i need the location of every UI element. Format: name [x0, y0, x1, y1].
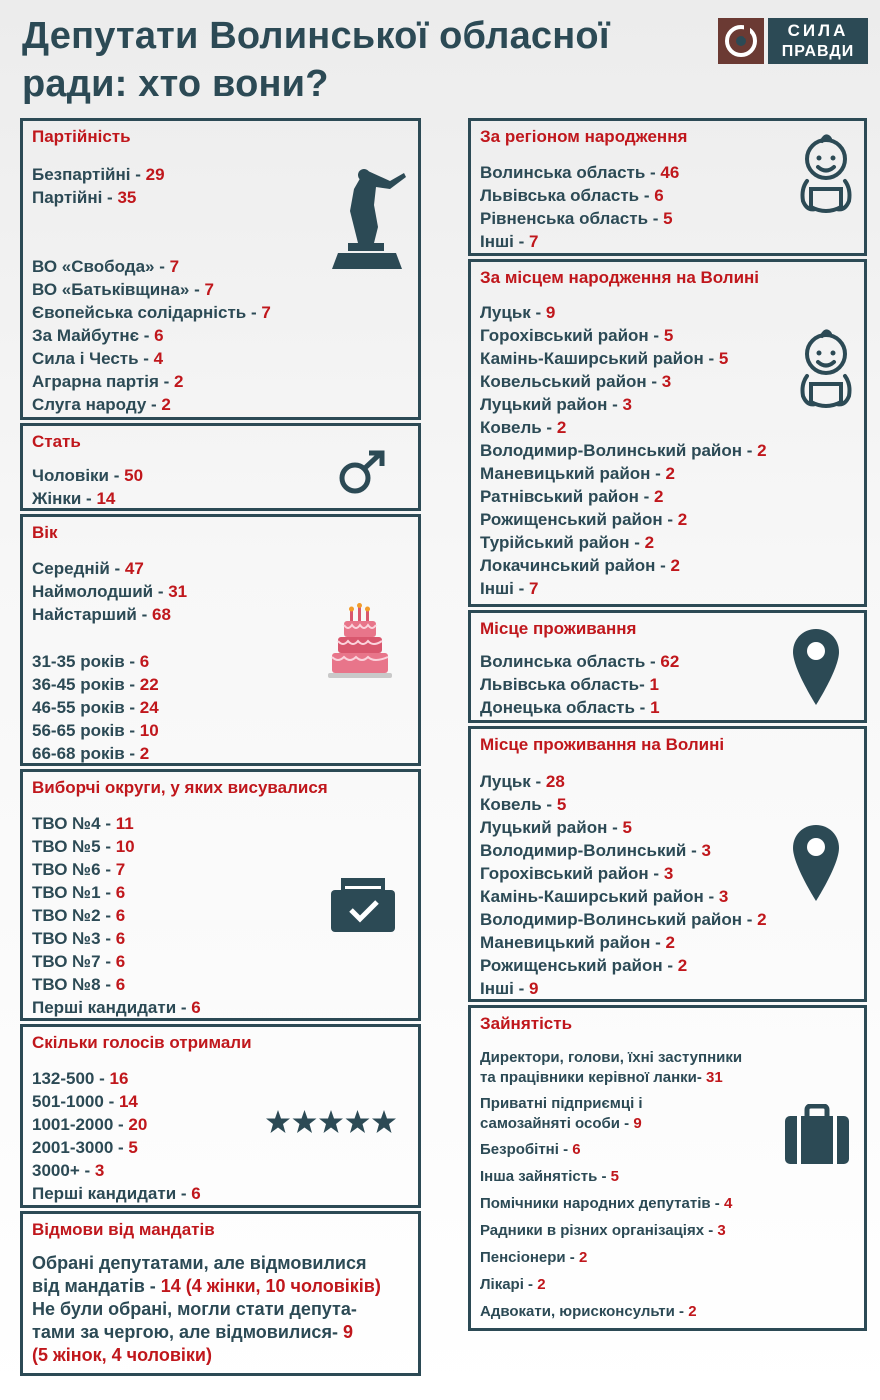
- list-item: ВО «Батьківщина» - 7: [32, 280, 214, 299]
- logo-mark-icon: [718, 18, 764, 64]
- list-item: Володимир-Волинський - 3: [480, 841, 711, 860]
- list-item: Слуга народу - 2: [32, 395, 171, 414]
- list-item: 132-500 - 16: [32, 1069, 129, 1088]
- list-item: Ковель - 2: [480, 418, 567, 437]
- birthday-cake-icon: [328, 603, 392, 684]
- list-item: Маневицький район - 2: [480, 933, 675, 952]
- list-item: Волинська область - 62: [480, 652, 680, 671]
- list-item: Рожищенський район - 2: [480, 510, 688, 529]
- list-item: Луцький район - 5: [480, 818, 632, 837]
- list-item: Рожищенський район - 2: [480, 956, 688, 975]
- five-stars-icon: [265, 1109, 397, 1140]
- list-item: Пенсіонери - 2: [480, 1249, 588, 1266]
- gender-section: [20, 423, 421, 511]
- list-item: 2001-3000 - 5: [32, 1138, 138, 1157]
- residence-volyn-heading: Місце проживання на Волині: [480, 735, 725, 754]
- list-item: 3000+ - 3: [32, 1161, 105, 1180]
- refusal-line: (5 жінок, 4 чоловіки): [32, 1345, 212, 1365]
- list-item: Аграрна партія - 2: [32, 372, 184, 391]
- list-item: ТВО №2 - 6: [32, 906, 126, 925]
- list-item: Волинська область - 46: [480, 163, 680, 182]
- list-item: Володимир-Волинський район - 2: [480, 910, 767, 929]
- list-item: Рівненська область - 5: [480, 209, 673, 228]
- birth-volyn-heading: За місцем народження на Волині: [480, 268, 760, 287]
- districts-section: [20, 769, 421, 1021]
- list-item: Безробітні - 6: [480, 1141, 581, 1158]
- votes-heading: Скільки голосів отримали: [32, 1033, 252, 1052]
- male-symbol-icon: [337, 448, 389, 501]
- residence-volyn-section: [468, 726, 867, 1002]
- list-item: 501-1000 - 14: [32, 1092, 138, 1111]
- list-item: Чоловіки - 50: [32, 466, 144, 485]
- list-item: Перші кандидати - 6: [32, 998, 201, 1017]
- party-heading: Партійність: [32, 127, 131, 146]
- list-item: ТВО №8 - 6: [32, 975, 126, 994]
- baby-icon: [797, 129, 855, 230]
- birth-region-section: [468, 118, 867, 256]
- list-item: Володимир-Волинський район - 2: [480, 441, 767, 460]
- refusal-line: Не були обрані, могли стати депута-: [32, 1299, 357, 1319]
- list-item: 1001-2000 - 20: [32, 1115, 148, 1134]
- logo-line1: СИЛА: [787, 21, 849, 40]
- list-item: Ковель - 5: [480, 795, 567, 814]
- ballot-box-icon: [329, 876, 397, 939]
- list-item: Донецька область - 1: [480, 698, 660, 717]
- party-section: [20, 118, 421, 420]
- list-item: Луцький район - 3: [480, 395, 632, 414]
- list-item: Інші - 7: [480, 232, 539, 251]
- birth-volyn-section: [468, 259, 867, 607]
- list-item: 56-65 років - 10: [32, 721, 159, 740]
- list-item: ТВО №7 - 6: [32, 952, 126, 971]
- list-item: Турійський район - 2: [480, 533, 655, 552]
- list-item: ТВО №6 - 7: [32, 860, 126, 879]
- gender-heading: Стать: [32, 432, 81, 451]
- list-item: Євопейська солідарність - 7: [32, 303, 271, 322]
- list-item: Наймолодший - 31: [32, 582, 188, 601]
- list-item: Львівська область- 1: [480, 675, 659, 694]
- list-item: 36-45 років - 22: [32, 675, 159, 694]
- list-item: 66-68 років - 2: [32, 744, 150, 763]
- list-item: ТВО №5 - 10: [32, 837, 135, 856]
- list-item: Перші кандидати - 6: [32, 1184, 201, 1203]
- list-item: Маневицький район - 2: [480, 464, 675, 483]
- list-item: Найстарший - 68: [32, 605, 171, 624]
- list-item: Локачинський район - 2: [480, 556, 680, 575]
- map-pin-icon: [791, 627, 841, 714]
- list-item: Ратнівський район - 2: [480, 487, 664, 506]
- logo-text: [768, 18, 868, 64]
- residence-heading: Місце проживання: [480, 619, 637, 638]
- logo-line2: ПРАВДИ: [781, 43, 855, 60]
- list-item: Інші - 9: [480, 979, 539, 998]
- page-title: Депутати Волинської обласної ради: хто вони?: [22, 15, 610, 105]
- employment-section: [468, 1005, 867, 1331]
- list-item: ТВО №4 - 11: [32, 814, 134, 833]
- list-item: 31-35 років - 6: [32, 652, 150, 671]
- list-item: Луцьк - 9: [480, 303, 556, 322]
- list-item: Середній - 47: [32, 559, 144, 578]
- list-item: Радники в різних організаціях - 3: [480, 1222, 726, 1239]
- refusals-section: [20, 1211, 421, 1376]
- logo: [718, 18, 868, 64]
- list-item: ТВО №1 - 6: [32, 883, 126, 902]
- list-item: Інші - 7: [480, 579, 539, 598]
- list-item: Помічники народних депутатів - 4: [480, 1195, 733, 1212]
- list-item: Директори, голови, їхні заступники та працівники керівної ланки- 31: [480, 1049, 743, 1086]
- list-item: Камінь-Каширський район - 5: [480, 349, 729, 368]
- refusal-line: тами за чергою, але відмовилися- 9: [32, 1322, 353, 1342]
- list-item: Приватні підприємці і самозайняті особи - 9: [480, 1095, 643, 1132]
- list-item: За Майбутнє - 6: [32, 326, 164, 345]
- list-item: Камінь-Каширський район - 3: [480, 887, 729, 906]
- list-item: Ковельський район - 3: [480, 372, 672, 391]
- list-item: Безпартійні - 29: [32, 165, 165, 184]
- list-item: Лікарі - 2: [480, 1276, 546, 1293]
- baby-icon: [797, 324, 855, 425]
- list-item: 46-55 років - 24: [32, 698, 159, 717]
- list-item: Горохівський район - 5: [480, 326, 674, 345]
- list-item: ТВО №3 - 6: [32, 929, 126, 948]
- list-item: Партійні - 35: [32, 188, 137, 207]
- refusal-line: від мандатів - 14 (4 жінки, 10 чоловіків): [32, 1276, 381, 1296]
- list-item: Луцьк - 28: [480, 772, 565, 791]
- statue-icon: [328, 165, 408, 276]
- employment-heading: Зайнятість: [480, 1014, 573, 1033]
- list-item: Горохівський район - 3: [480, 864, 674, 883]
- list-item: Жінки - 14: [32, 489, 116, 508]
- list-item: Інша зайнятість - 5: [480, 1168, 619, 1185]
- list-item: Адвокати, юрисконсульти - 2: [480, 1303, 697, 1320]
- list-item: ВО «Свобода» - 7: [32, 257, 180, 276]
- districts-heading: Виборчі округи, у яких висувалися: [32, 778, 328, 797]
- refusal-line: Обрані депутатами, але відмовилися: [32, 1253, 367, 1273]
- age-section: [20, 514, 421, 766]
- residence-section: [468, 610, 867, 723]
- list-item: Львівська область - 6: [480, 186, 664, 205]
- map-pin-icon: [791, 823, 841, 910]
- age-heading: Вік: [32, 523, 58, 542]
- birth-region-heading: За регіоном народження: [480, 127, 688, 146]
- list-item: Сила і Честь - 4: [32, 349, 164, 368]
- briefcase-icon: [783, 1104, 851, 1171]
- votes-section: [20, 1024, 421, 1208]
- refusals-heading: Відмови від мандатів: [32, 1220, 215, 1239]
